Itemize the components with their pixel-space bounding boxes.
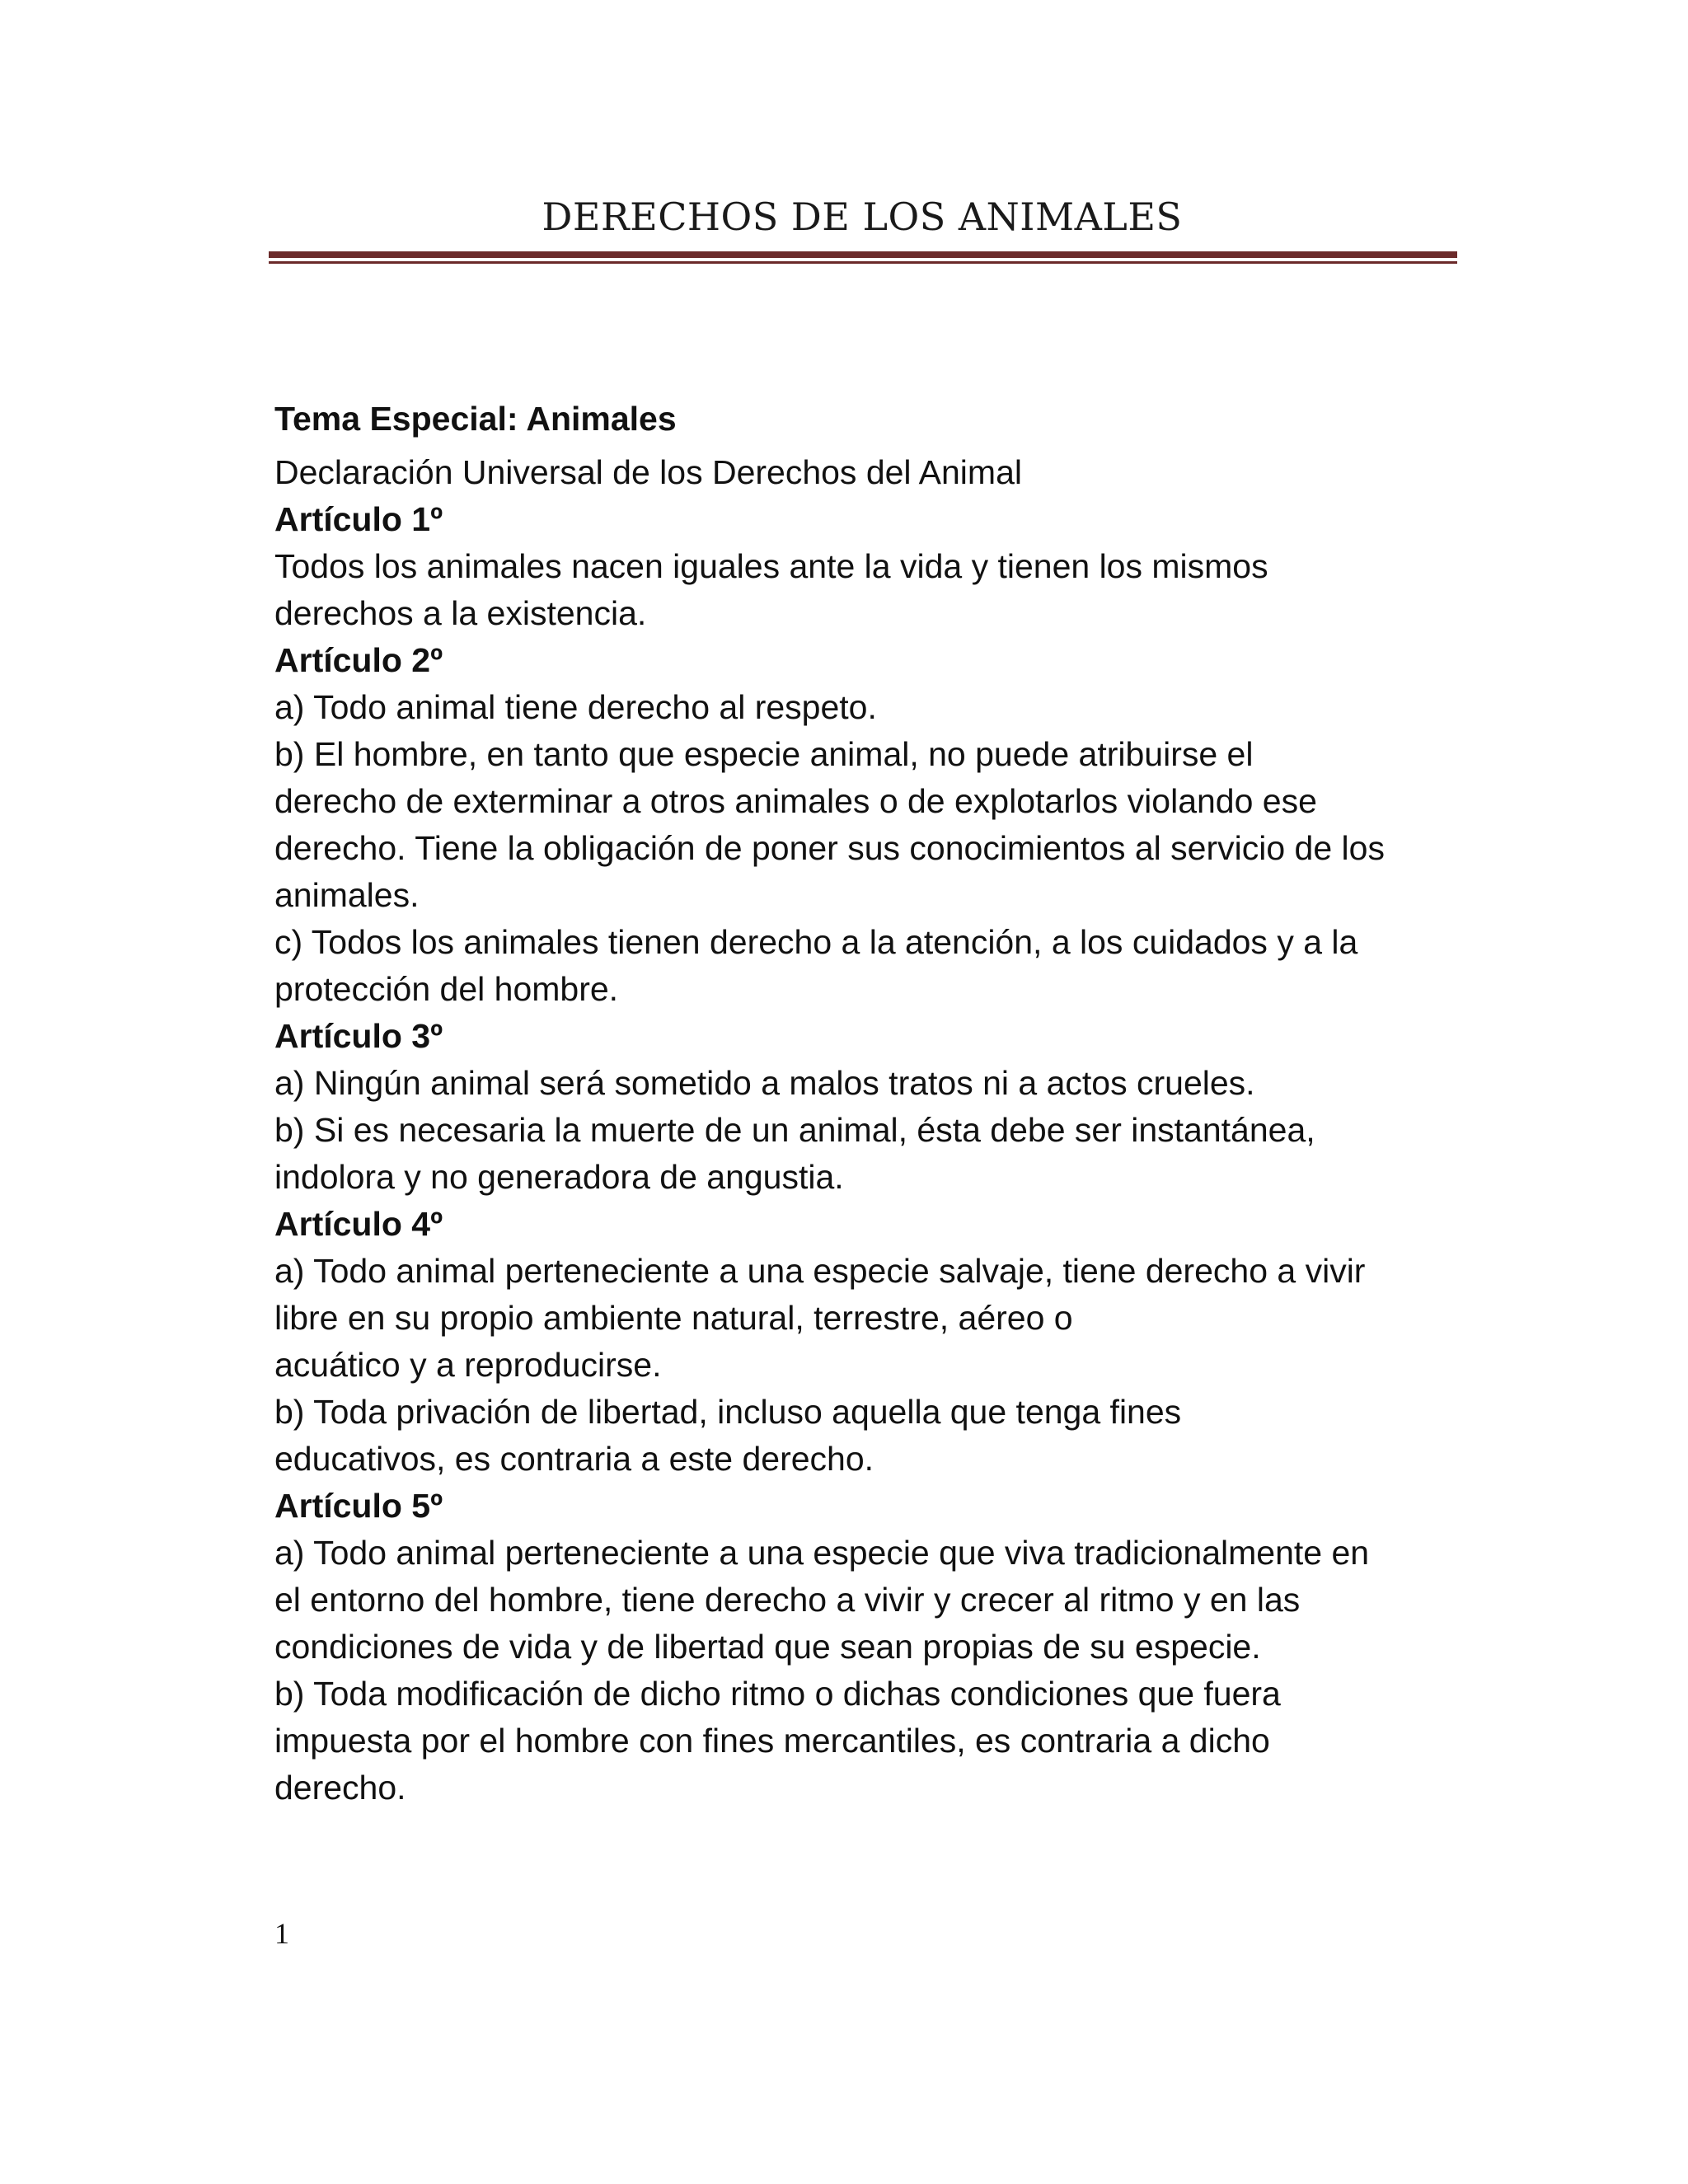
article-text-line: b) Toda modificación de dicho ritmo o dichas condiciones que fuera [274,1675,1281,1713]
article-text-line: libre en su propio ambiente natural, terrestre, aéreo o [274,1299,1073,1337]
page-header-title: DERECHOS DE LOS ANIMALES [542,194,1183,239]
article-text-line: animales. [274,876,420,914]
topic-heading: Tema Especial: Animales [274,400,677,438]
article-text-line: a) Todo animal perteneciente a una especie salvaje, tiene derecho a vivir [274,1252,1366,1290]
article-text-line: c) Todos los animales tienen derecho a la atención, a los cuidados y a la [274,923,1358,961]
header-rule-thin [269,261,1457,264]
article-text-line: indolora y no generadora de angustia. [274,1158,844,1196]
article-text-line: derecho de exterminar a otros animales o de explotarlos violando ese [274,782,1317,820]
article-text-line: b) El hombre, en tanto que especie animal, no puede atribuirse el [274,735,1254,773]
article-text-line: b) Si es necesaria la muerte de un animal, ésta debe ser instantánea, [274,1111,1315,1149]
article-heading: Artículo 1º [274,500,443,538]
page-number: 1 [274,1917,289,1950]
article-text-line: acuático y a reproducirse. [274,1346,662,1384]
article-lines [274,496,1445,1811]
article-text-line: educativos, es contraria a este derecho. [274,1440,874,1478]
article-heading: Artículo 4º [274,1205,443,1243]
article-heading: Artículo 5º [274,1487,443,1525]
article-text-line: a) Ningún animal será sometido a malos tratos ni a actos crueles. [274,1064,1255,1102]
article-text-line: Todos los animales nacen iguales ante la vida y tienen los mismos [274,547,1268,585]
article-text-line: protección del hombre. [274,970,619,1008]
article-text-line: derecho. [274,1769,406,1807]
header-rule-thick [269,251,1457,258]
article-text-line: a) Todo animal tiene derecho al respeto. [274,688,877,726]
article-heading: Artículo 2º [274,641,443,679]
document-body [274,396,1445,1811]
article-text-line: el entorno del hombre, tiene derecho a vivir y crecer al ritmo y en las [274,1581,1301,1619]
article-text-line: derecho. Tiene la obligación de poner sus conocimientos al servicio de los [274,829,1385,867]
article-text-line: derechos a la existencia. [274,594,647,632]
article-heading: Artículo 3º [274,1017,443,1055]
article-text-line: condiciones de vida y de libertad que sean propias de su especie. [274,1628,1261,1666]
document-subtitle: Declaración Universal de los Derechos del Animal [274,453,1022,491]
article-text-line: b) Toda privación de libertad, incluso aquella que tenga fines [274,1393,1182,1431]
article-text-line: a) Todo animal perteneciente a una especie que viva tradicionalmente en [274,1534,1370,1572]
article-text-line: impuesta por el hombre con fines mercantiles, es contraria a dicho [274,1722,1270,1760]
